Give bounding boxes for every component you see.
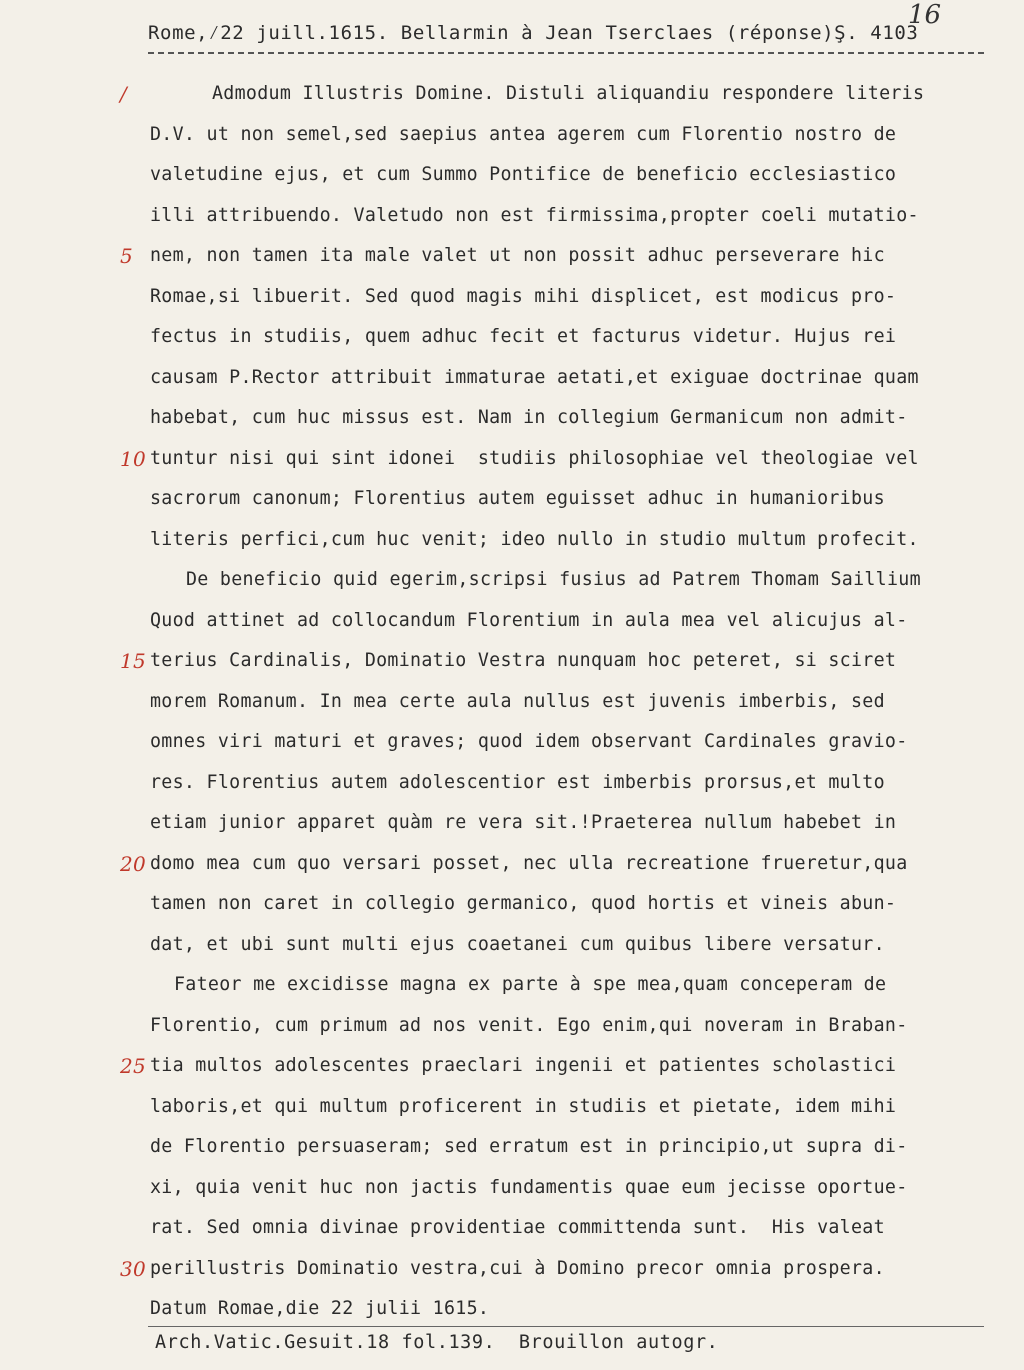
line-text: Romae,si libuerit. Sed quod magis mihi displicet, est modicus pro- (150, 285, 897, 307)
text-line (0, 236, 1024, 277)
text-line (0, 965, 1024, 1006)
text-line (0, 1127, 1024, 1168)
line-text: Datum Romae,die 22 julii 1615. (150, 1298, 490, 1319)
text-line (0, 479, 1024, 520)
line-text: Florentio, cum primum ad nos venit. Ego enim,qui noveram in Braban- (150, 1014, 908, 1036)
text-line (0, 844, 1024, 885)
line-text: causam P.Rector attribuit immaturae aetati,et exiguae doctrinae quam (150, 366, 919, 388)
archive-reference: Arch.Vatic.Gesuit.18 fol.139. Brouillon autogr. (155, 1332, 719, 1353)
text-line (0, 439, 1024, 480)
line-text: laboris,et qui multum proficerent in studiis et pietate, idem mihi (150, 1095, 897, 1117)
line-text: Fateor me excidisse magna ex parte à spe mea,quam conceperam de (174, 974, 887, 995)
text-line (0, 1006, 1024, 1047)
text-line (0, 1046, 1024, 1087)
text-line (0, 1168, 1024, 1209)
text-line (0, 763, 1024, 804)
line-text: res. Florentius autem adolescentior est imberbis prorsus,et multo (150, 771, 885, 793)
text-line (0, 803, 1024, 844)
text-line (0, 884, 1024, 925)
line-text: sacrorum canonum; Florentius autem eguisset adhuc in humanioribus (150, 488, 885, 509)
text-line (0, 722, 1024, 763)
line-text: D.V. ut non semel,sed saepius antea agerem cum Florentio nostro de (150, 123, 897, 145)
text-line (0, 358, 1024, 399)
line-text: dat, et ubi sunt multi ejus coaetanei cum quibus libere versatur. (150, 933, 885, 955)
line-text: Admodum Illustris Domine. Distuli aliquandiu respondere literis (212, 83, 925, 104)
text-line (0, 115, 1024, 156)
line-text: literis perfici,cum huc venit; ideo nullo in studio multum profecit. (150, 528, 919, 550)
line-number-marker: 15 (120, 649, 147, 673)
line-text: Quod attinet ad collocandum Florentium in aula mea vel alicujus al- (150, 609, 908, 631)
text-line (0, 398, 1024, 439)
text-line (0, 317, 1024, 358)
text-line (0, 74, 1024, 115)
letter-body (0, 74, 1024, 1330)
text-line (0, 277, 1024, 318)
text-line (0, 155, 1024, 196)
line-text: tia multos adolescentes praeclari ingenii et patientes scholastici (150, 1055, 897, 1076)
text-line (0, 1208, 1024, 1249)
text-line (0, 682, 1024, 723)
line-text: De beneficio quid egerim,scripsi fusius ad Patrem Thomam Saillium (186, 569, 921, 590)
line-number-marker: 10 (120, 446, 147, 471)
line-text: valetudine ejus, et cum Summo Pontifice de beneficio ecclesiastico (150, 164, 897, 185)
text-line (0, 925, 1024, 966)
line-text: morem Romanum. In mea certe aula nullus est juvenis imberbis, sed (150, 690, 885, 712)
line-text: de Florentio persuaseram; sed erratum est in principio,ut supra di- (150, 1136, 908, 1157)
text-line (0, 641, 1024, 682)
line-text: omnes viri maturi et graves; quod idem observant Cardinales gravio- (150, 731, 908, 752)
text-line (0, 520, 1024, 561)
footer-divider (148, 1326, 984, 1327)
line-text: rat. Sed omnia divinae providentiae committenda sunt. His valeat (150, 1217, 885, 1238)
text-line (0, 601, 1024, 642)
line-text: tamen non caret in collegio germanico, quod hortis et vineis abun- (150, 893, 897, 914)
document-header: Rome,⁄22 juill.1615. Bellarmin à Jean Tserclaes (réponse)Ş. 4103 (148, 22, 919, 44)
text-line (0, 196, 1024, 237)
line-text: domo mea cum quo versari posset, nec ulla recreatione frueretur,qua (150, 852, 908, 874)
line-number-marker: 30 (120, 1256, 147, 1281)
line-number-marker: 5 (120, 244, 134, 268)
line-text: fectus in studiis, quem adhuc fecit et facturus videtur. Hujus rei (150, 326, 897, 347)
line-text: habebat, cum huc missus est. Nam in collegium Germanicum non admit- (150, 407, 908, 428)
text-line (0, 1249, 1024, 1290)
text-line (0, 560, 1024, 601)
line-text: terius Cardinalis, Dominatio Vestra nunquam hoc peteret, si sciret (150, 650, 897, 671)
line-number-marker: / (120, 82, 128, 106)
line-text: illi attribuendo. Valetudo non est firmissima,propter coeli mutatio- (150, 204, 919, 226)
line-text: etiam junior apparet quàm re vera sit.!Praeterea nullum habebet in (150, 812, 897, 833)
line-text: perillustris Dominatio vestra,cui à Domino precor omnia prospera. (150, 1257, 885, 1279)
line-text: xi, quia venit huc non jactis fundamentis quae eum jecisse oportue- (150, 1176, 908, 1198)
text-line (0, 1087, 1024, 1128)
handwritten-page-number: 16 (908, 0, 942, 30)
line-text: tuntur nisi qui sint idonei studiis philosophiae vel theologiae vel (150, 447, 919, 469)
header-divider (148, 52, 984, 54)
line-number-marker: 20 (120, 851, 147, 876)
line-number-marker: 25 (120, 1054, 147, 1078)
line-text: nem, non tamen ita male valet ut non possit adhuc perseverare hic (150, 245, 885, 266)
text-line (0, 1289, 1024, 1330)
